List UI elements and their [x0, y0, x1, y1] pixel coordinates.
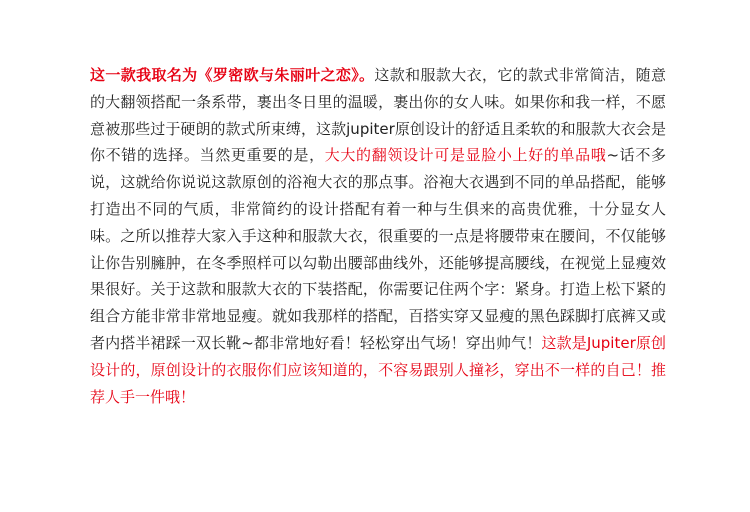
highlight-closing-sentence: 这款是Jupiter原创设计的，原创设计的衣服你们应该知道的，不容易跟别人撞衫，穿出不一样的自己！推荐人手一件哦！: [90, 333, 666, 406]
article-paragraph-main: ~话不多说，这就给你说说这款原创的浴袍大衣的那点事。浴袍大衣遇到不同的单品搭配，能够打造出不同的气质，非常简约的设计搭配有着一种与生俱来的高贵优雅，十分显女人味。之所以推荐大家入手这种和服款大衣，很重要的一点是将腰带束在腰间，不仅能够让你告别臃肿，在冬季照样可以勾勒出腰部曲线外，还能够提高腰线，在视觉上显瘦效果很好。关于这款和服款大衣的下装搭配，你需要记住两个字：紧身。打造上松下紧的组合方能非常非常地显瘦。就如我那样的搭配，百搭实穿又显瘦的黑色踩脚打底裤又或者内搭半裙踩一双长靴~都非常地好看！轻松穿出气场！穿出帅气！: [90, 146, 666, 352]
article-title-sentence: 这一款我取名为《罗密欧与朱丽叶之恋》。: [90, 66, 375, 84]
article-paragraph-intro: 这款和服款大衣，它的款式非常简洁，随意的大翻领搭配一条系带，裹出冬日里的温暖，裹出你的女人味。如果你和我一样，不愿意被那些过于硬朗的款式所束缚，这款jupiter原创设计的舒适且柔软的和服款大衣会是你不错的选择。当然更重要的是，: [90, 66, 666, 165]
article-body: [90, 62, 666, 410]
highlight-collar-sentence: 大大的翻领设计可是显脸小上好的单品哦: [324, 146, 607, 165]
